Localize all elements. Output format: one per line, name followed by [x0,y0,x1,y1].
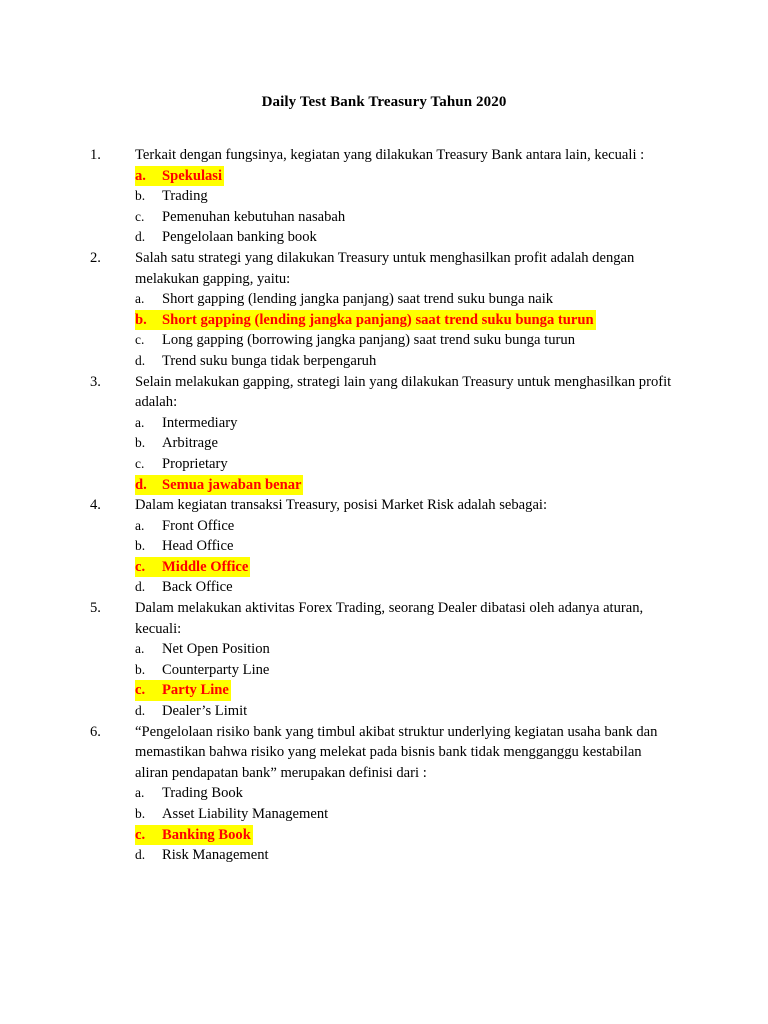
question-number: 3. [90,373,101,390]
option-letter: a. [135,291,145,307]
question-item [0,248,768,372]
answer-option [135,783,678,804]
question-number: 6. [90,723,101,740]
answer-option [135,660,678,681]
option-letter: b. [135,311,147,328]
option-letter: a. [135,414,145,430]
option-letter: a. [135,785,145,801]
option-text: Intermediary [162,414,238,431]
option-text: Asset Liability Management [162,806,329,822]
question-text: “Pengelolaan risiko bank yang timbul akibat struktur underlying kegiatan usaha bank dan memastikan bahwa risiko yang melekat pada bisnis bank tidak mengganggu kestabilan aliran pendapatan bank” merupakan definisi dari : [135,723,658,781]
option-text: Long gapping (borrowing jangka panjang) saat trend suku bunga turun [162,332,575,349]
question-item [0,372,768,496]
option-text: Trading Book [162,785,243,802]
option-letter: b. [135,538,146,554]
answer-option [135,207,678,228]
answer-option-correct [135,166,224,187]
answer-option-correct [135,680,231,701]
option-text: Banking Book [162,826,251,843]
answer-option [135,227,678,248]
answer-option [135,536,678,557]
answer-option [135,701,678,722]
answer-option [135,639,678,660]
option-letter: d. [135,703,146,719]
option-text: Party Line [162,682,229,699]
question-text: Dalam melakukan aktivitas Forex Trading, seorang Dealer dibatasi oleh adanya aturan, kecuali: [135,600,644,637]
answer-option [135,186,678,207]
answer-option [135,433,678,454]
option-letter: d. [135,847,146,863]
answer-option [135,413,678,434]
question-item [0,495,768,598]
option-letter: b. [135,188,146,204]
option-text: Trend suku bunga tidak berpengaruh [162,352,377,369]
option-text: Head Office [162,538,234,555]
answer-option-correct [135,310,596,331]
answer-option-correct [135,475,303,496]
answer-option [135,330,678,351]
question-item [0,722,768,866]
option-letter: a. [135,641,145,657]
option-letter: c. [135,558,146,575]
option-letter: a. [135,517,145,533]
option-letter: c. [135,208,145,224]
option-letter: d. [135,476,147,493]
answer-option [135,454,678,475]
answer-option-correct [135,557,250,578]
question-text: Dalam kegiatan transaksi Treasury, posisi Market Risk adalah sebagai: [135,497,548,514]
answer-option [135,577,678,598]
question-number: 2. [90,249,101,266]
question-number: 5. [90,600,101,617]
option-letter: c. [135,332,145,348]
option-letter: d. [135,579,146,595]
option-text: Proprietary [162,455,228,472]
option-text: Middle Office [162,558,249,575]
option-text: Risk Management [162,847,269,864]
option-text: Back Office [162,579,233,596]
page-title: Daily Test Bank Treasury Tahun 2020 [261,94,507,110]
option-letter: c. [135,682,146,699]
option-text: Trading [162,188,208,205]
option-text: Arbitrage [162,435,218,452]
option-text: Dealer’s Limit [162,703,248,720]
question-text: Selain melakukan gapping, strategi lain yang dilakukan Treasury untuk menghasilkan profit adalah: [135,373,672,411]
option-text: Pemenuhan kebutuhan nasabah [162,208,346,225]
answer-option-correct [135,825,253,846]
option-text: Front Office [162,517,235,534]
question-text: Terkait dengan fungsinya, kegiatan yang dilakukan Treasury Bank antara lain, kecuali : [135,147,645,163]
question-number: 4. [90,497,101,514]
question-text: Salah satu strategi yang dilakukan Treasury untuk menghasilkan profit adalah dengan melakukan gapping, yaitu: [135,249,635,287]
option-text: Short gapping (lending jangka panjang) saat trend suku bunga turun [162,311,594,328]
option-letter: d. [135,352,146,368]
option-letter: d. [135,229,146,245]
question-list [0,145,768,866]
question-item [0,145,768,248]
option-text: Spekulasi [162,167,223,184]
option-letter: b. [135,435,146,451]
option-letter: b. [135,661,146,677]
option-letter: a. [135,167,146,184]
question-item [0,598,768,722]
option-letter: c. [135,455,145,471]
answer-option [135,289,678,310]
option-text: Counterparty Line [162,661,270,678]
question-number: 1. [90,147,101,163]
option-text: Pengelolaan banking book [162,229,317,246]
option-letter: c. [135,826,146,843]
option-text: Semua jawaban benar [162,476,302,493]
answer-option [135,516,678,537]
option-text: Short gapping (lending jangka panjang) saat trend suku bunga naik [162,291,554,308]
answer-option [135,845,678,866]
option-text: Net Open Position [162,641,270,658]
option-letter: b. [135,806,146,821]
answer-option [135,351,678,372]
answer-option [135,804,678,825]
